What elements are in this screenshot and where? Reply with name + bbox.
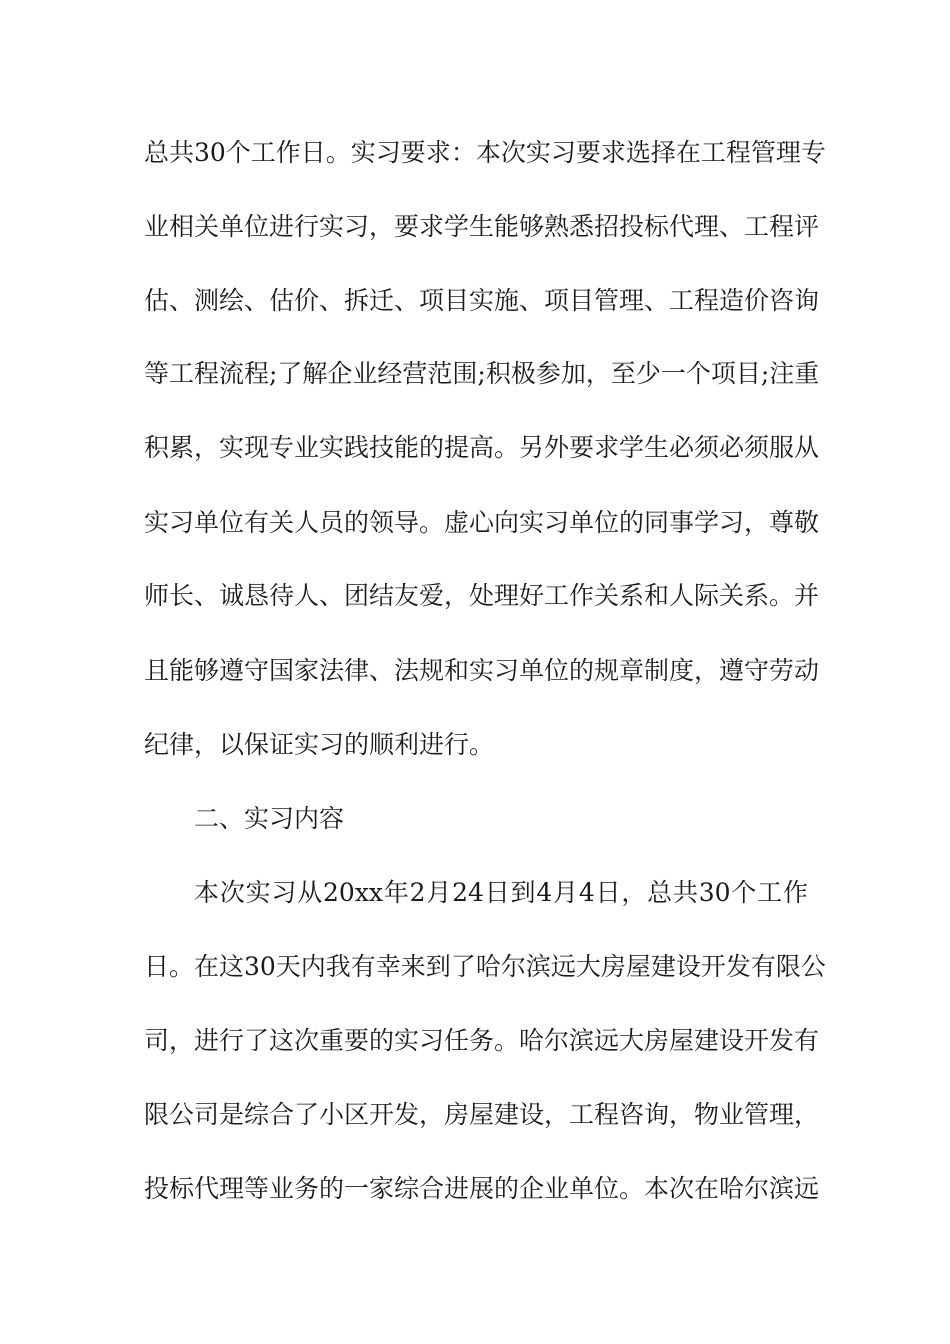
paragraph-line: 司，进行了这次重要的实习任务。哈尔滨远大房屋建设开发有 <box>144 1026 820 1055</box>
paragraph-line: 等工程流程;了解企业经营范围;积极参加，至少一个项目;注重 <box>144 359 820 388</box>
section-heading: 二、实习内容 <box>194 804 345 833</box>
paragraph-line: 本次实习从20xx年2月24日到4月4日，总共30个工作 <box>194 878 808 907</box>
paragraph-line: 积累，实现专业实践技能的提高。另外要求学生必须必须服从 <box>144 433 820 462</box>
paragraph-line: 师长、诚恳待人、团结友爱，处理好工作关系和人际关系。并 <box>144 581 820 610</box>
paragraph-line: 总共30个工作日。实习要求：本次实习要求选择在工程管理专 <box>144 138 826 167</box>
paragraph-line: 限公司是综合了小区开发，房屋建设，工程咨询，物业管理， <box>144 1100 820 1129</box>
paragraph-line: 纪律，以保证实习的顺利进行。 <box>144 730 495 759</box>
paragraph-line: 估、测绘、估价、拆迁、项目实施、项目管理、工程造价咨询 <box>144 286 820 315</box>
paragraph-line: 业相关单位进行实习，要求学生能够熟悉招投标代理、工程评 <box>144 212 820 241</box>
paragraph-line: 且能够遵守国家法律、法规和实习单位的规章制度，遵守劳动 <box>144 656 820 685</box>
paragraph-line: 实习单位有关人员的领导。虚心向实习单位的同事学习，尊敬 <box>144 508 820 537</box>
paragraph-line: 投标代理等业务的一家综合进展的企业单位。本次在哈尔滨远 <box>144 1174 820 1203</box>
paragraph-line: 日。在这30天内我有幸来到了哈尔滨远大房屋建设开发有限公 <box>144 952 826 981</box>
